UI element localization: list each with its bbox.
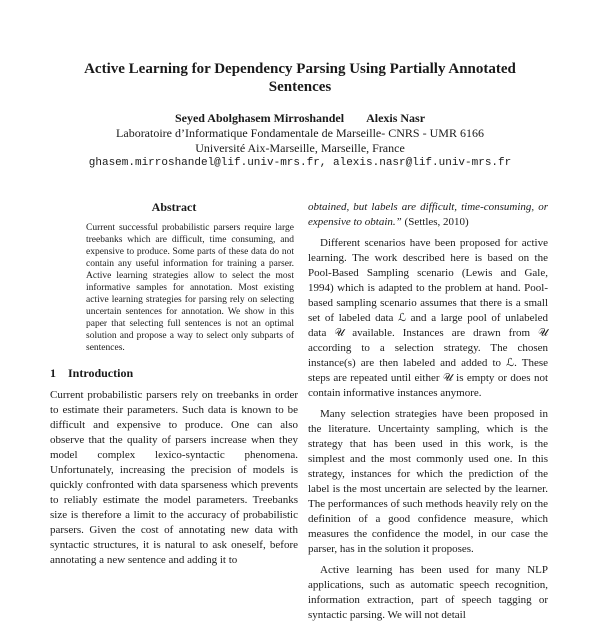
affiliation-line: Université Aix-Marseille, Marseille, France (195, 141, 405, 155)
quote-continuation (308, 200, 548, 230)
author-emails: ghasem.mirroshandel@lif.univ-mrs.fr, alexis.nasr@lif.univ-mrs.fr (88, 157, 512, 169)
right-column (308, 200, 548, 623)
section-heading (50, 366, 298, 381)
quote-text: obtained, but labels are difficult, time-consuming, or expensive to obtain.” (308, 201, 548, 228)
paper-title: Active Learning for Dependency Parsing Using Partially Annotated Sentences (84, 61, 516, 95)
section-title: Introduction (68, 366, 134, 380)
body-paragraph: Active learning has been used for many NLP applications, such as automatic speech recognition, information extraction, part of speech tagging or syntactic parsing. We will not detail (308, 564, 548, 621)
author-names (40, 111, 560, 126)
abstract-text: Current successful probabilistic parsers require large treebanks which are difficult, time consuming, and expensive to produce. Some parts of these data do not contain any useful information for training a parser. Active learning strategies allow to select the most informative samples for annotation. Most existing active learning strategies for parsing rely on selecting uncertain sentences for annotation. We show in this paper that selecting full sentences is not an optimal solution and propose a way to select only subparts of sentences. (86, 223, 294, 353)
author-name: Seyed Abolghasem Mirroshandel (174, 111, 345, 125)
left-column (50, 200, 298, 568)
author-block (40, 111, 560, 171)
quote-citation: (Settles, 2010) (404, 216, 469, 228)
introduction-paragraph: Current probabilistic parsers rely on treebanks in order to estimate their parameters. Such data is known to be difficult and expensive to produce. One can also observe that the quality of parsers increase when they model complex lexico-syntactic phenomena. Unfortunately, increasing the precision of models is quickly confronted with data sparseness which prevents to reliably estimate the model parameters. Treebanks size is therefore a limit to the accuracy of probabilistic parsers. Given the cost of annotating new data with syntactic structures, it is natural to ask oneself, before annotating a new sentence and adding it to (50, 389, 298, 566)
author-name: Alexis Nasr (366, 111, 426, 125)
section-number: 1 (50, 366, 56, 380)
body-paragraph: Different scenarios have been proposed for active learning. The work described here is based on the Pool-Based Sampling scenario (Lewis and Gale, 1994) which is adapted to the problem at hand. Pool-based sampling scenario assumes that there is a small set of labeled data ℒ and a large pool of unlabeled data 𝒰 available. Instances are drawn from 𝒰 according to a selection strategy. The chosen instance(s) are then labeled and added to ℒ. These steps are repeated until either 𝒰 is empty or does not contain informative instances anymore. (308, 237, 548, 399)
body-paragraph: Many selection strategies have been proposed in the literature. Uncertainty sampling, which is the strategy that has been used in this work, is the simplest and the most commonly used one. In this strategy, instances for which the prediction of the label is the most uncertain are selected by the learner. The performances of such methods heavily rely on the definition of a good confidence measure, which measures the confidence the model, in our case the parser, has in the solution it proposes. (308, 408, 548, 555)
abstract-heading: Abstract (151, 200, 197, 214)
affiliation-line: Laboratoire d’Informatique Fondamentale de Marseille- CNRS - UMR 6166 (116, 126, 484, 140)
